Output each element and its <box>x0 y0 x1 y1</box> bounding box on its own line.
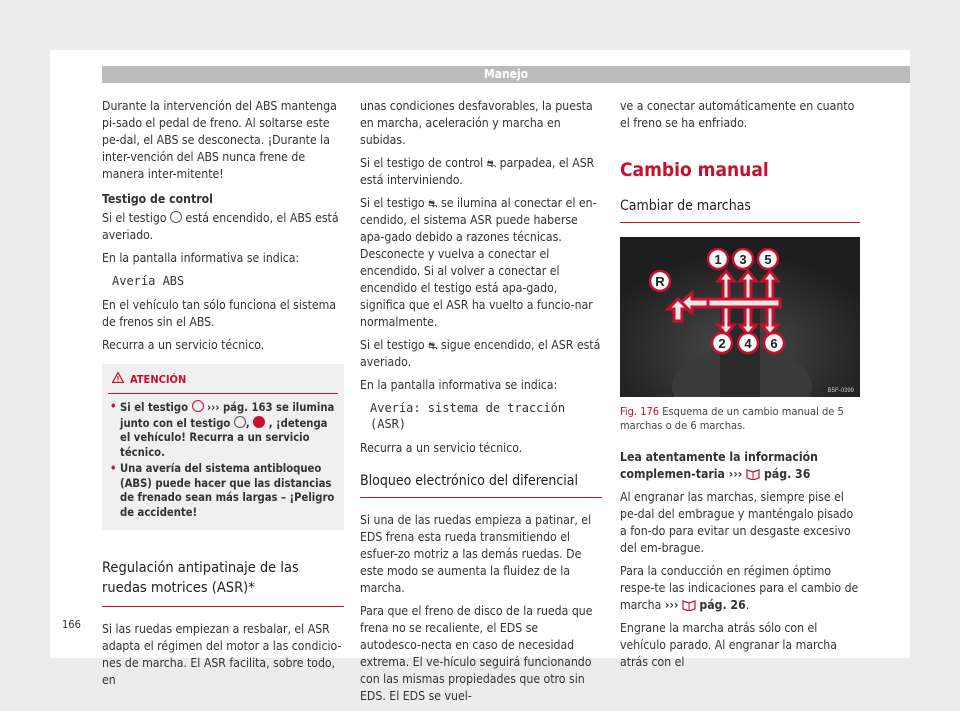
page-number: 166 <box>62 618 81 631</box>
asr-warning-icon: ⛐ <box>428 339 438 352</box>
gear-label-1: 1 <box>714 252 722 267</box>
pantalla-text: En la pantalla informativa se indica: <box>360 378 558 392</box>
page-link[interactable]: pág. 36 <box>763 467 811 481</box>
display-message: Avería: sistema de tracción (ASR) <box>370 401 566 431</box>
manual-page <box>50 50 910 703</box>
gearshift-diagram <box>620 237 860 397</box>
warning-item: • Si el testigo ››› pág. 163 se ilumina junto con el testigo , , ¡detenga el vehículo! Recurra a un servicio técnico. <box>120 400 338 460</box>
abs-intro: Durante la intervención del ABS mantenga pi-sado el pedal de freno. Al soltarse este pe-dal, el ABS se desconecta. ¡Durante la inter-vención del ABS nunca frene de manera inter-mitente! <box>102 99 337 181</box>
pantalla-text: En la pantalla informativa se indica: <box>102 251 300 265</box>
lea-text: Lea atentamente la información complemen-taria ››› pág. 36 <box>620 450 818 481</box>
asr-text: Si las ruedas empiezan a resbalar, el ASR adapta el régimen del motor a las condicio-nes de marcha. El ASR facilita, sobre todo, en <box>102 622 342 687</box>
warning-item: • Una avería del sistema antibloqueo (ABS) puede hacer que las distancias de frenado sean más largas – ¡Peligro de accidente! <box>120 462 338 520</box>
subsection-title: Cambiar de marchas <box>620 196 860 223</box>
column-left <box>102 98 344 695</box>
asr-warning-icon: ⛐ <box>486 157 497 170</box>
abs-warning-icon <box>170 211 182 223</box>
display-message: Avería ABS <box>112 274 185 288</box>
book-icon <box>682 599 696 611</box>
frenos-text: En el vehículo tan sólo funciona el sistema de frenos sin el ABS. <box>102 298 337 329</box>
gear-label-2: 2 <box>718 336 726 351</box>
embrague-text: Al engranar las marchas, siempre pise el pe-dal del embrague y manténgalo pisado a fon-do para evitar un desgaste excesivo del em-brague. <box>620 490 854 555</box>
asr-continued: unas condiciones desfavorables, la puesta en marcha, aceleración y marcha en subidas. <box>360 99 593 147</box>
warning-box <box>102 364 344 530</box>
regimen-text: Para la conducción en régimen óptimo respe-te las indicaciones para el cambio de marcha ››› pág. 26. <box>620 564 859 612</box>
gear-label-4: 4 <box>744 336 752 351</box>
column-middle <box>360 98 602 711</box>
book-icon <box>746 468 760 480</box>
page-link[interactable]: ››› pág. 163 <box>207 401 273 414</box>
brake-warning-icon <box>192 400 204 412</box>
section-title: Cambio manual <box>620 159 769 181</box>
figure-code: B5F-0399 <box>827 388 854 394</box>
marcha-atras-text: Engrane la marcha atrás sólo con el vehículo parado. Al engranar la marcha atrás con el <box>620 621 837 669</box>
asr-heading: Regulación antipatinaje de las ruedas motrices (ASR)* <box>102 558 344 607</box>
servicio-text: Recurra a un servicio técnico. <box>102 338 265 352</box>
eds-paragraph-1: Si una de las ruedas empieza a patinar, el EDS frena esta rueda transmitiendo el esfuer-zo motriz a las demás ruedas. De este modo se aumenta la fluidez de la marcha. <box>360 513 592 595</box>
gear-label-r: R <box>655 274 665 289</box>
eds-continued: ve a conectar automáticamente en cuanto el freno se ha enfriado. <box>620 99 855 130</box>
page-link[interactable]: pág. 26 <box>699 598 746 612</box>
column-right <box>620 98 860 677</box>
page-header: Manejo <box>102 66 910 83</box>
testigo-paragraph: Si el testigo está encendido, el ABS está averiado. <box>102 211 339 242</box>
eds-paragraph-2: Para que el freno de disco de la rueda que frena no se recaliente, el EDS se autodesco-necta en caso de necesidad extrema. El ve-hículo seguirá funcionando con las mismas propiedades que otro sin EDS. El EDS se vuel- <box>360 604 593 703</box>
warning-title: ATENCIÓN <box>108 372 338 394</box>
testigo-heading: Testigo de control <box>102 192 213 206</box>
abs-warning-icon <box>234 416 246 428</box>
asr-warning-icon: ⛐ <box>428 197 438 210</box>
servicio-text: Recurra a un servicio técnico. <box>360 441 523 455</box>
asr-fault-text: Si el testigo ⛐ sigue encendido, el ASR está averiado. <box>360 338 601 369</box>
eds-heading: Bloqueo electrónico del diferencial <box>360 471 602 498</box>
asr-blink-text: Si el testigo de control ⛐ parpadea, el ASR está interviniendo. <box>360 156 595 187</box>
gear-label-6: 6 <box>770 336 778 351</box>
brake-warning-icon <box>253 416 265 428</box>
gear-label-5: 5 <box>764 252 772 267</box>
figure-caption: Fig. 176 Esquema de un cambio manual de 5 marchas o de 6 marchas. <box>620 405 844 432</box>
gear-label-3: 3 <box>739 252 747 267</box>
figure-number: Fig. 176 <box>620 405 660 418</box>
warning-triangle-icon <box>112 372 124 387</box>
gearshift-figure <box>620 237 860 397</box>
asr-on-text: Si el testigo ⛐ se ilumina al conectar el en-cendido, el sistema ASR puede haberse apa-gado debido a razones técnicas. Desconecte y vuelva a conectar el encendido. Si al volver a conectar el encendido el testigo está apa-gado, significa que el ASR ha vuelto a funcio-nar normalmente. <box>360 196 597 329</box>
